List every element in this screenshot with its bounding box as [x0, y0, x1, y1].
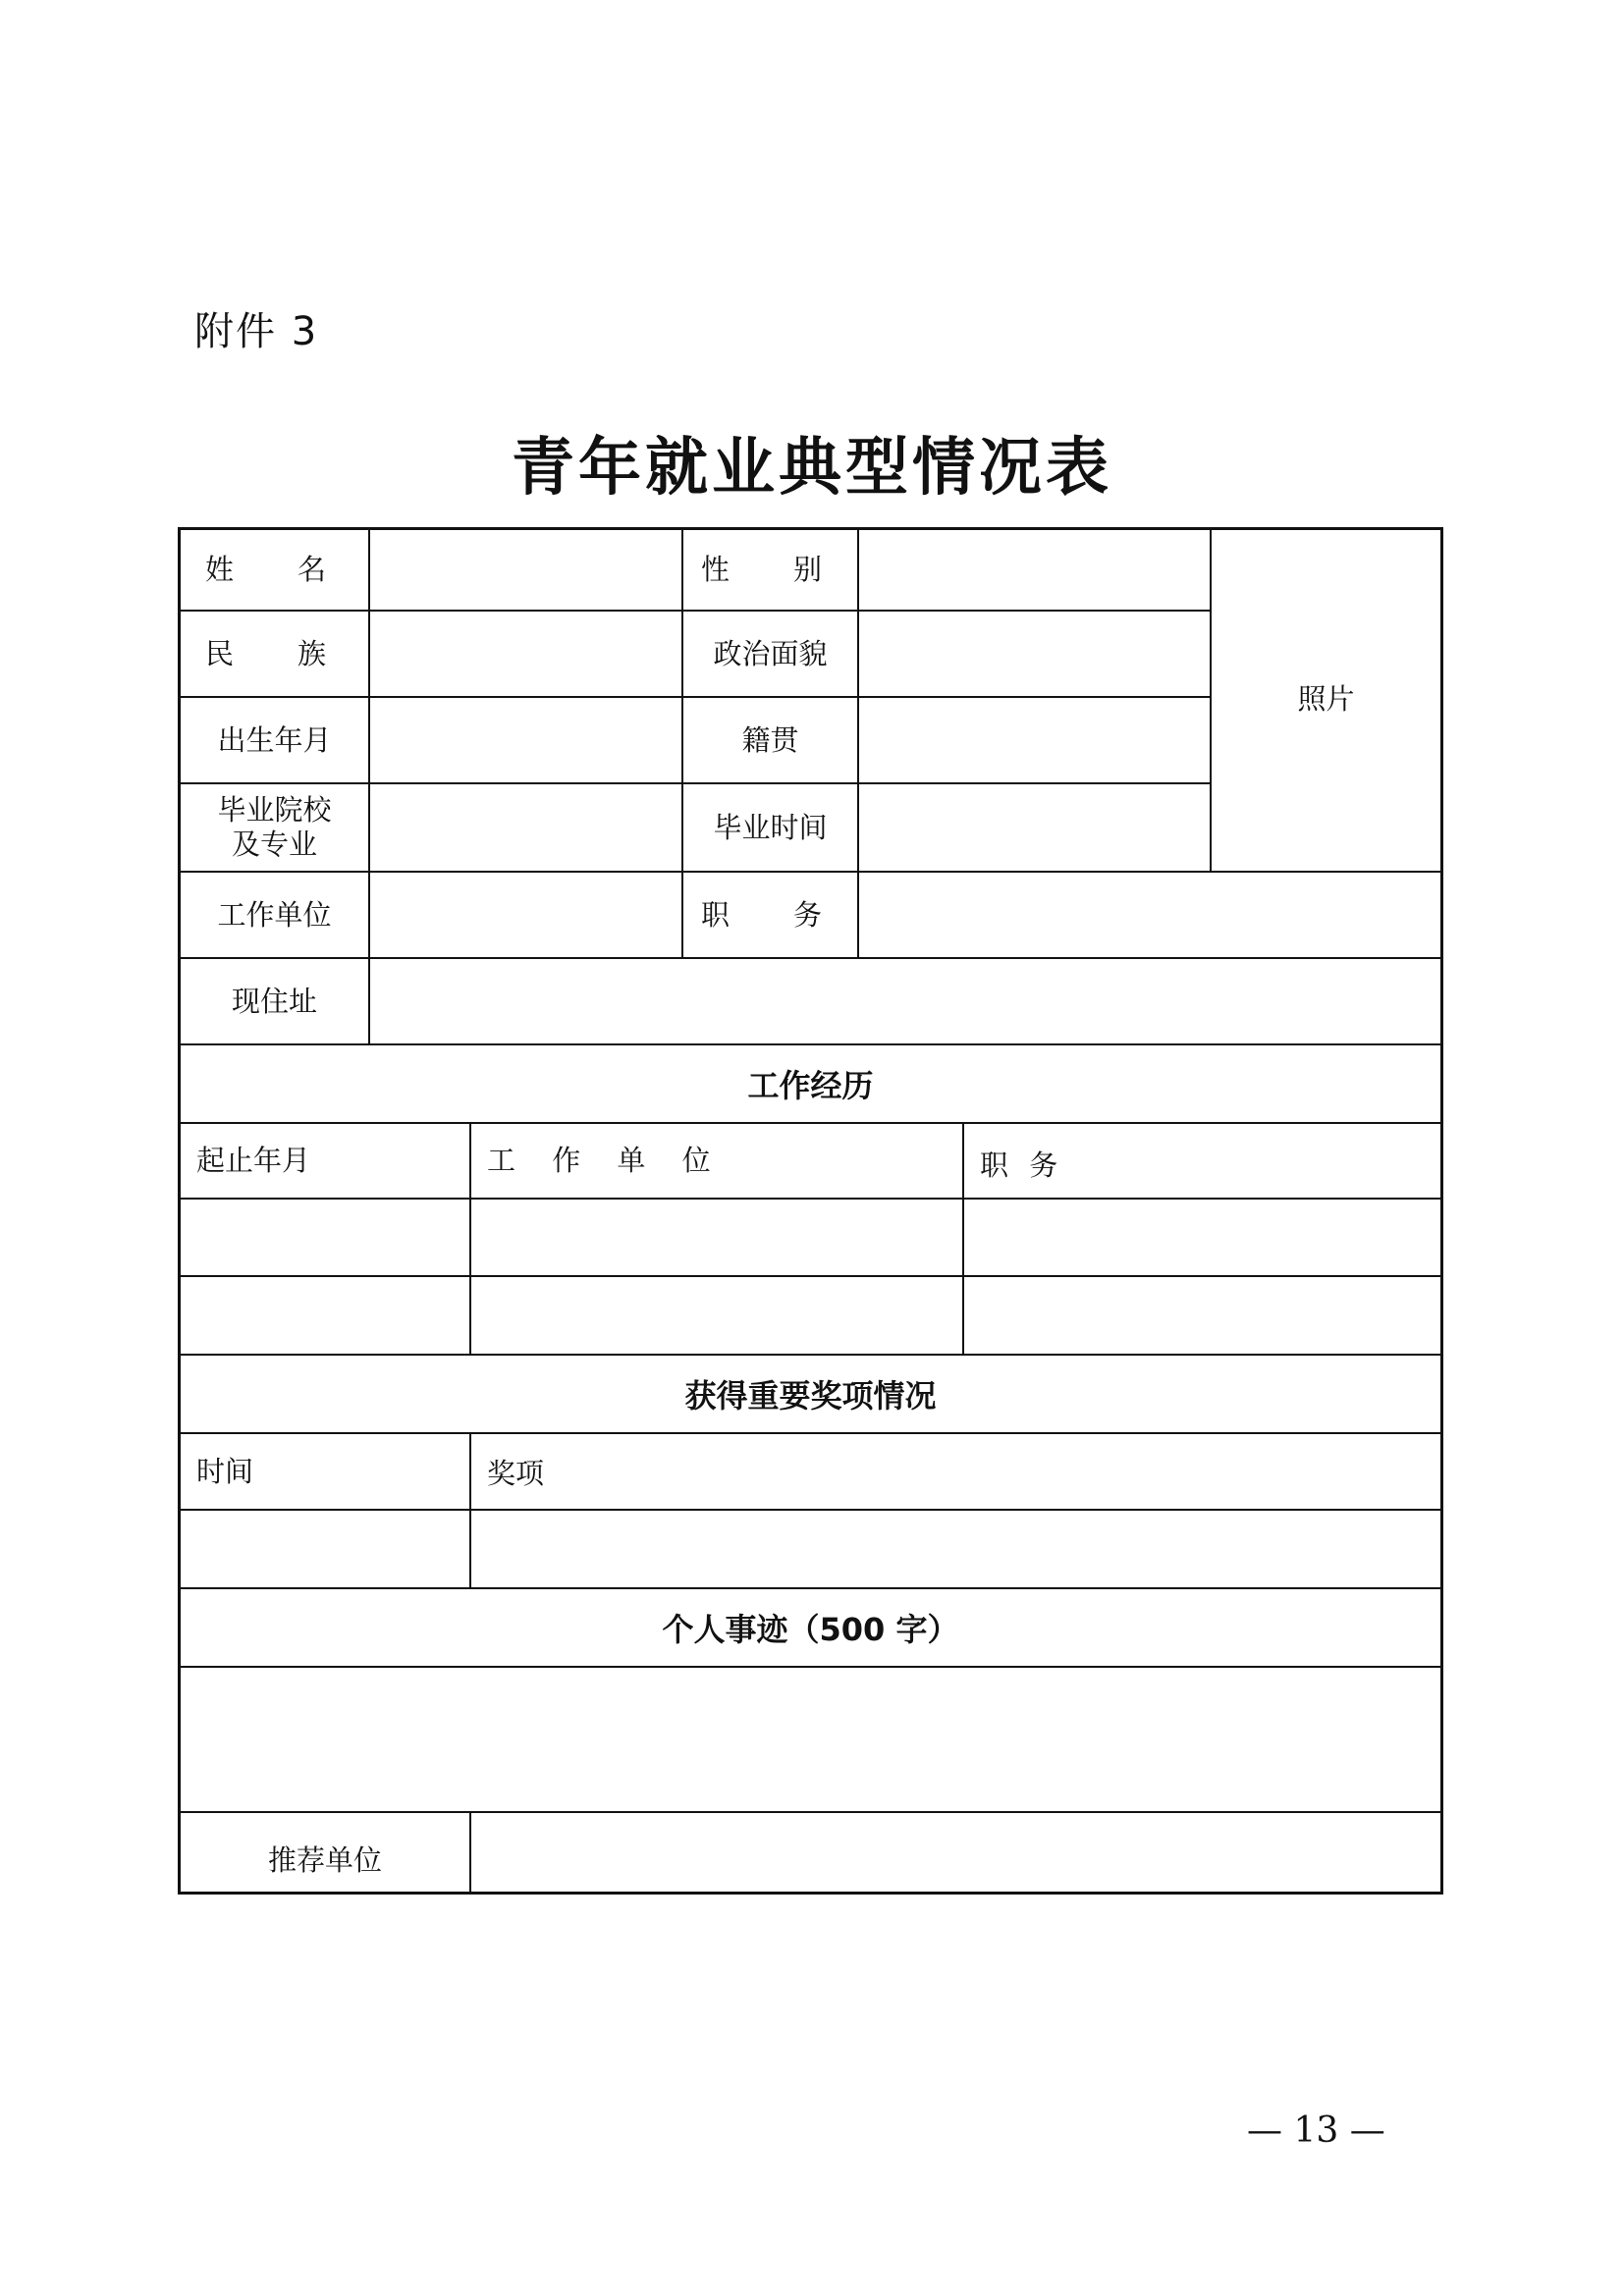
ethnicity-label: 民 族	[204, 636, 344, 670]
recommender-field[interactable]	[471, 1813, 1440, 1892]
employer-field[interactable]	[370, 873, 681, 957]
name-label: 姓 名	[204, 553, 344, 587]
work-position-header: 职 务	[980, 1148, 1064, 1183]
work-row-1-period[interactable]	[181, 1200, 469, 1275]
award-time-header: 时间	[196, 1454, 254, 1488]
photo-box[interactable]: 照片	[1297, 682, 1355, 716]
birth-date-label: 出生年月	[217, 722, 332, 757]
school-major-label: 毕业院校及专业	[217, 793, 332, 861]
page-number: — 13 —	[1247, 2110, 1385, 2151]
award-row-1-name[interactable]	[471, 1511, 1440, 1587]
ethnicity-field[interactable]	[370, 612, 681, 696]
work-row-1-employer[interactable]	[471, 1200, 962, 1275]
position-field[interactable]	[859, 873, 1440, 957]
personal-deeds-field[interactable]	[181, 1668, 1440, 1811]
employer-label: 工作单位	[217, 897, 332, 932]
form-title: 青年就业典型情况表	[512, 431, 1112, 505]
work-row-2-employer[interactable]	[471, 1277, 962, 1354]
personal-deeds-title: 个人事迹（500 字）	[662, 1611, 959, 1648]
political-status-field[interactable]	[859, 612, 1210, 696]
work-row-2-position[interactable]	[964, 1277, 1440, 1354]
work-period-header: 起止年月	[196, 1144, 311, 1178]
school-major-field[interactable]	[370, 784, 681, 871]
graduation-time-field[interactable]	[859, 784, 1210, 871]
name-field[interactable]	[370, 530, 681, 610]
awards-title: 获得重要奖项情况	[684, 1377, 937, 1415]
graduation-time-label: 毕业时间	[713, 810, 828, 844]
attachment-label: 附件 3	[194, 309, 319, 354]
work-employer-header: 工 作 单 位	[487, 1144, 725, 1178]
address-label: 现住址	[231, 984, 317, 1018]
position-label: 职 务	[700, 897, 839, 932]
work-history-title: 工作经历	[747, 1067, 874, 1104]
birth-date-field[interactable]	[370, 698, 681, 782]
gender-field[interactable]	[859, 530, 1210, 610]
work-row-1-position[interactable]	[964, 1200, 1440, 1275]
native-place-field[interactable]	[859, 698, 1210, 782]
gender-label: 性 别	[700, 553, 839, 587]
political-status-label: 政治面貌	[713, 636, 828, 670]
recommender-label: 推荐单位	[267, 1842, 382, 1877]
native-place-label: 籍贯	[741, 722, 799, 757]
award-row-1-time[interactable]	[181, 1511, 469, 1587]
award-name-header: 奖项	[487, 1456, 545, 1490]
work-row-2-period[interactable]	[181, 1277, 469, 1354]
address-field[interactable]	[370, 959, 1440, 1043]
